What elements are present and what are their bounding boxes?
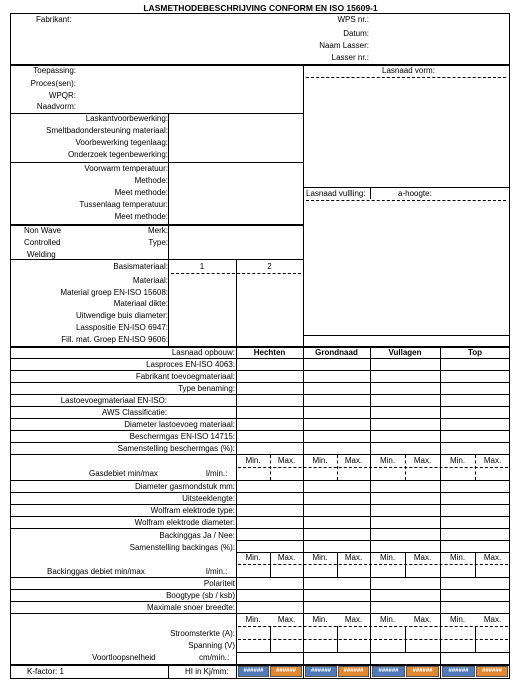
divider (10, 382, 510, 383)
min-label: Min. (245, 456, 261, 465)
divider (370, 187, 371, 199)
min-label: Min. (449, 553, 466, 562)
divider (370, 347, 371, 679)
preheat-label: Tussenlaag temperatuur: (79, 200, 168, 209)
lasser-nr-label: Lasser nr.: (331, 53, 369, 62)
min-label: Min. (379, 615, 396, 624)
lasnaad-vulling-label: Lasnaad vullling: (306, 189, 366, 198)
max-label: Max. (413, 456, 432, 465)
wpqr-label: WPQR: (48, 91, 76, 100)
divider (303, 335, 510, 336)
row-label: Samenstelling beschermgas (%): (117, 444, 235, 453)
max-label: Max. (277, 456, 296, 465)
nwc-text: Welding (27, 250, 56, 259)
gas-flow-label: Gasdebiet min/max (89, 469, 158, 478)
row-label: Wolfram elektrode type: (150, 506, 235, 515)
heat-input-value: ###### (476, 666, 508, 677)
min-label: Min. (312, 456, 328, 465)
base-label: Lasspositie EN-ISO 6947: (75, 323, 168, 332)
row-label: Maximale snoer breedte: (146, 603, 235, 612)
row-label: Samenstelling backingas (%): (129, 543, 235, 552)
divider (236, 652, 510, 653)
divider (10, 370, 510, 371)
divider (168, 113, 169, 225)
row-label: Stroomsterkte (A): (170, 629, 235, 638)
base-label: Basismateriaal: (113, 262, 168, 271)
divider (10, 613, 510, 614)
nwc-text: Non Wave (24, 226, 62, 235)
divider (306, 200, 506, 201)
col-hechten: Hechten (253, 348, 286, 357)
divider (10, 504, 510, 505)
heat-input-value: ###### (406, 666, 439, 677)
divider (10, 430, 510, 431)
max-label: Max. (413, 615, 432, 624)
divider (10, 418, 510, 419)
divider (10, 516, 510, 517)
max-label: Max. (277, 615, 296, 624)
preheat-label: Methode: (134, 176, 168, 185)
speed-label: Voortloopsnelheid (92, 653, 156, 662)
divider (303, 187, 510, 188)
divider (10, 358, 510, 359)
divider (238, 564, 508, 565)
heat-input-value: ###### (270, 666, 302, 677)
prep-label: Laskantvoorbewerking: (85, 114, 168, 123)
divider (10, 665, 510, 666)
prep-label: Voorbewerking tegenlaag: (75, 138, 168, 147)
divider (10, 601, 510, 602)
preheat-label: Meet methode: (114, 212, 168, 221)
divider (10, 406, 510, 407)
col-vullagen: Vullagen (388, 348, 422, 357)
divider (10, 492, 510, 493)
gas-flow-unit: l/min.: (206, 469, 228, 478)
max-label: Max. (483, 615, 502, 624)
heat-input-value: ###### (442, 666, 475, 677)
min-label: Min. (245, 553, 261, 562)
min-label: Min. (379, 456, 396, 465)
datum-label: Datum: (343, 29, 369, 38)
max-label: Max. (413, 553, 432, 562)
heat-input-value: ###### (238, 666, 269, 677)
heat-input-value: ###### (372, 666, 405, 677)
speed-unit: cm/min.: (199, 653, 230, 662)
heat-input-value: ###### (338, 666, 369, 677)
min-label: Min. (449, 615, 466, 624)
col-top: Top (467, 348, 483, 357)
prep-label: Onderzoek tegenbewerking: (67, 150, 168, 159)
divider (10, 664, 510, 665)
max-label: Max. (483, 456, 502, 465)
row-label: Beschermgas EN-ISO 14715: (129, 432, 235, 441)
row-label: Wolfram elektrode diameter: (134, 518, 235, 527)
divider (440, 347, 441, 679)
min-label: Min. (245, 615, 261, 624)
divider (168, 225, 169, 259)
preheat-label: Meet methode: (114, 188, 168, 197)
divider (236, 347, 237, 679)
heat-input-value: ###### (305, 666, 337, 677)
divider (303, 347, 304, 679)
divider (10, 394, 510, 395)
nwc-text: Controlled (24, 238, 61, 247)
lasnaad-opbouw-label: Lasnaad opbouw: (171, 348, 235, 357)
divider (10, 577, 510, 578)
row-label: Backinggas Ja / Nee: (159, 531, 235, 540)
max-label: Max. (344, 615, 363, 624)
page-title: LASMETHODEBESCHRIJVING CONFORM EN ISO 15609-1 (143, 3, 378, 13)
lasnaad-vorm-label: Lasnaad vorm: (382, 66, 435, 75)
row-label: Spanning (V) (188, 641, 235, 650)
row-label: Diameter lastoevoeg materiaal: (124, 420, 235, 429)
preheat-label: Voorwarm temperatuur: (84, 164, 168, 173)
row-label: Lastoevoegmateriaal EN-ISO: (60, 396, 167, 405)
divider (168, 665, 169, 679)
min-label: Min. (312, 553, 328, 562)
naadvorm-label: Naadvorm: (36, 102, 76, 111)
toepassing-label: Toepassing: (33, 66, 76, 75)
row-label: Type benaming: (178, 384, 235, 393)
wps-label: WPS nr.: (337, 15, 369, 24)
divider (236, 540, 510, 541)
divider (10, 480, 510, 481)
base-label: Fill. mat. Groep EN-ISO 9606: (61, 335, 168, 344)
max-label: Max. (277, 553, 296, 562)
base-label: Uitwendige buis diameter: (75, 311, 168, 320)
prep-label: Smeltbadondersteuning materiaal: (46, 126, 168, 135)
backing-flow-unit: l/min.: (206, 567, 228, 576)
divider (171, 273, 301, 274)
naam-lasser-label: Naam Lasser: (319, 41, 369, 50)
row-label: Uitsteeklengte: (182, 494, 235, 503)
divider (168, 260, 169, 347)
row-label: AWS Classificatie: (101, 408, 167, 417)
base-label: Materiaal dikte: (113, 299, 168, 308)
type-label: Type: (148, 238, 168, 247)
base-label: Materiaal: (132, 276, 168, 285)
divider (10, 454, 510, 455)
row-label: Polariteit (203, 579, 235, 588)
divider (303, 65, 304, 347)
max-label: Max. (344, 456, 363, 465)
row-label: Boogtype (sb / ksb) (166, 591, 235, 600)
divider (10, 589, 510, 590)
max-label: Max. (344, 553, 363, 562)
divider (238, 467, 508, 468)
min-label: Min. (379, 553, 396, 562)
base-label: Material groep EN-ISO 15608: (60, 288, 168, 297)
min-label: Min. (449, 456, 466, 465)
fabrikant-label: Fabrikant: (36, 15, 72, 24)
divider (10, 162, 303, 163)
divider (238, 626, 508, 627)
row-label: Fabrikant toevoegmateriaal: (135, 372, 235, 381)
row-label: Lasproces EN-ISO 4063: (146, 360, 235, 369)
k-factor: K-factor: 1 (27, 667, 64, 676)
col-grondnaad: Grondnaad (315, 348, 358, 357)
base-col-2: 2 (267, 262, 272, 271)
divider (10, 528, 510, 529)
divider (10, 259, 303, 260)
divider (10, 442, 510, 443)
a-hoogte-label: a-hoogte: (398, 189, 432, 198)
processen-label: Proces(sen): (30, 79, 76, 88)
base-col-1: 1 (199, 262, 205, 271)
max-label: Max. (483, 553, 502, 562)
divider (306, 77, 506, 78)
min-label: Min. (312, 615, 328, 624)
heat-input-label: HI in Kj/mm: (185, 667, 229, 676)
row-label: Diameter gasmondstuk mm: (134, 482, 235, 491)
divider (238, 639, 508, 640)
divider (10, 64, 510, 66)
merk-label: Merk: (148, 226, 168, 235)
backing-flow-label: Backinggas debiet min/max (47, 567, 145, 576)
